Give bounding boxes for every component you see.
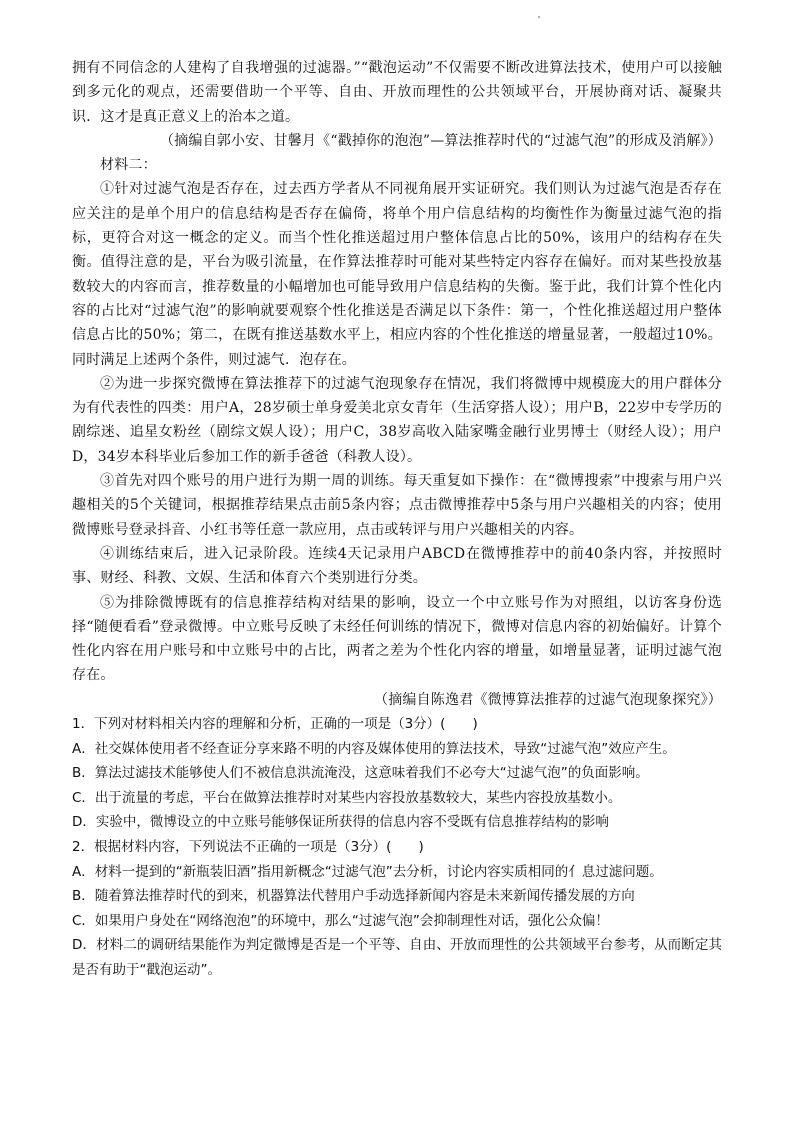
question-stem: 1．下列对材料相关内容的理解和分析，正确的一项是（3分）( ) (72, 716, 478, 733)
option-d: D．材料二的调研结果能作为判定微博是否是一个平等、自由、开放而理性的公共领域平台参考，从而断定其是否有助于“戳泡运动”。 (72, 937, 722, 978)
source-citation-1: （摘编自郭小安、甘馨月《“戳掉你的泡泡”—算法推荐时代的“过滤气泡”的形成及消解》） (159, 132, 722, 149)
option-d: D．实验中，微博设立的中立账号能够保证所获得的信息内容不受既有信息推荐结构的影响 (72, 814, 609, 831)
option-c: C．如果用户身处在“网络泡泡”的环境中，那么“过滤气泡”会抑制理性对话，强化公众偏！ (72, 912, 609, 929)
scan-dot (538, 16, 540, 18)
material-2-paragraph-1: ①针对过滤气泡是否存在，过去西方学者从不同视角展开实证研究。我们则认为过滤气泡是否存在应关注的是单个用户的信息结构是否存在偏倚，将单个用户信息结构的均衡性作为衡量过滤气泡的指标，更符合对这一概念的定义。而当个性化推送超过用户整体信息占比的50%，该用户的结构存在失衡。值得注意的是，平台为吸引流量，在作算法推荐时可能对某些特定内容存在偏好。而对某些投放基数较大的内容而言，推荐数量的小幅增加也可能导致用户信息结构的失衡。鉴于此，我们计算个性化内容的占比对“过滤气泡”的影响就要观察个性化推送是否满足以下条件：第一，个性化推送超过用户整体信息占比的50%；第二，在既有推送基数水平上，相应内容的个性化推送的增量显著，一般超过10%。同时满足上述两个条件，则过滤气．泡存在。 (72, 181, 722, 368)
material-2-paragraph-4: ④训练结束后，进入记录阶段。连续4天记录用户ABCD在微博推荐中的前40条内容，并按照时事、财经、科教、文娱、生活和体育六个类别进行分类。 (72, 545, 722, 587)
material-2-paragraph-5: ⑤为排除微博既有的信息推荐结构对结果的影响，设立一个中立账号作为对照组，以访客身份选择“随便看看”登录微博。中立账号反映了未经任何训练的情况下，微博对信息内容的初始偏好。计算个性化内容在用户账号和中立账号中的占比，两者之差为个性化内容的增量，如增量显著，证明过滤气泡存在。 (72, 594, 722, 684)
document-page (72, 56, 722, 983)
option-b: B．算法过滤技术能够使人们不被信息洪流淹没，这意味着我们不必夸大“过滤气泡”的负面影响。 (72, 765, 649, 782)
top-paragraph: 拥有不同信念的人建构了自我增强的过滤器。”“戳泡运动”不仅需要不断改进算法技术，使用户可以接触到多元化的观点，还需要借助一个平等、自由、开放而理性的公共领域平台，开展协商对话、凝聚共识．这才是真正意义上的治本之道。 (72, 60, 722, 125)
source-citation-2: （摘编自陈逸君《微博算法推荐的过滤气泡现象探究》） (374, 691, 722, 708)
option-b: B．随着算法推荐时代的到来，机器算法代替用户手动选择新闻内容是未来新闻传播发展的方向 (72, 888, 635, 905)
question-1 (72, 712, 722, 835)
material-2-paragraph-3: ③首先对四个账号的用户进行为期一周的训练。每天重复如下操作：在“微博搜索”中搜索与用户兴趣相关的5个关键词，根据推荐结果点击前5条内容；点击微博推荐中5条与用户兴趣相关的内容；使用微博账号登录抖音、小红书等任意一款应用，点击或转评与用户兴趣相关的内容。 (72, 473, 722, 538)
material-2-paragraph-2: ②为进一步探究微博在算法推荐下的过滤气泡现象存在情况，我们将微博中规模庞大的用户群体分为有代表性的四类：用户A，28岁硕士单身爱美北京女青年（生活穿搭人设）；用户B，22岁中专学历的剧综迷、追星女粉丝（剧综文娱人设）；用户C，38岁高收入陆家嘴金融行业男博士（财经人设）；用户D，34岁本科毕业后参加工作的新手爸爸（科教人设）。 (72, 375, 722, 465)
option-c: C．出于流量的考虑，平台在做算法推荐时对某些内容投放基数较大，某些内容投放基数小。 (72, 789, 622, 806)
option-a: A．材料一提到的“新瓶装旧酒”指用新概念“过滤气泡”去分析，讨论内容实质相同的亻息过滤问题。 (72, 863, 663, 880)
material-2-label: 材料二： (100, 157, 157, 174)
question-2 (72, 835, 722, 983)
option-a: A．社交媒体使用者不经查证分享来路不明的内容及媒体使用的算法技术，导致“过滤气泡”效应产生。 (72, 740, 676, 757)
question-stem: 2．根据材料内容，下列说法不正确的一项是（3分）( ) (72, 838, 424, 855)
